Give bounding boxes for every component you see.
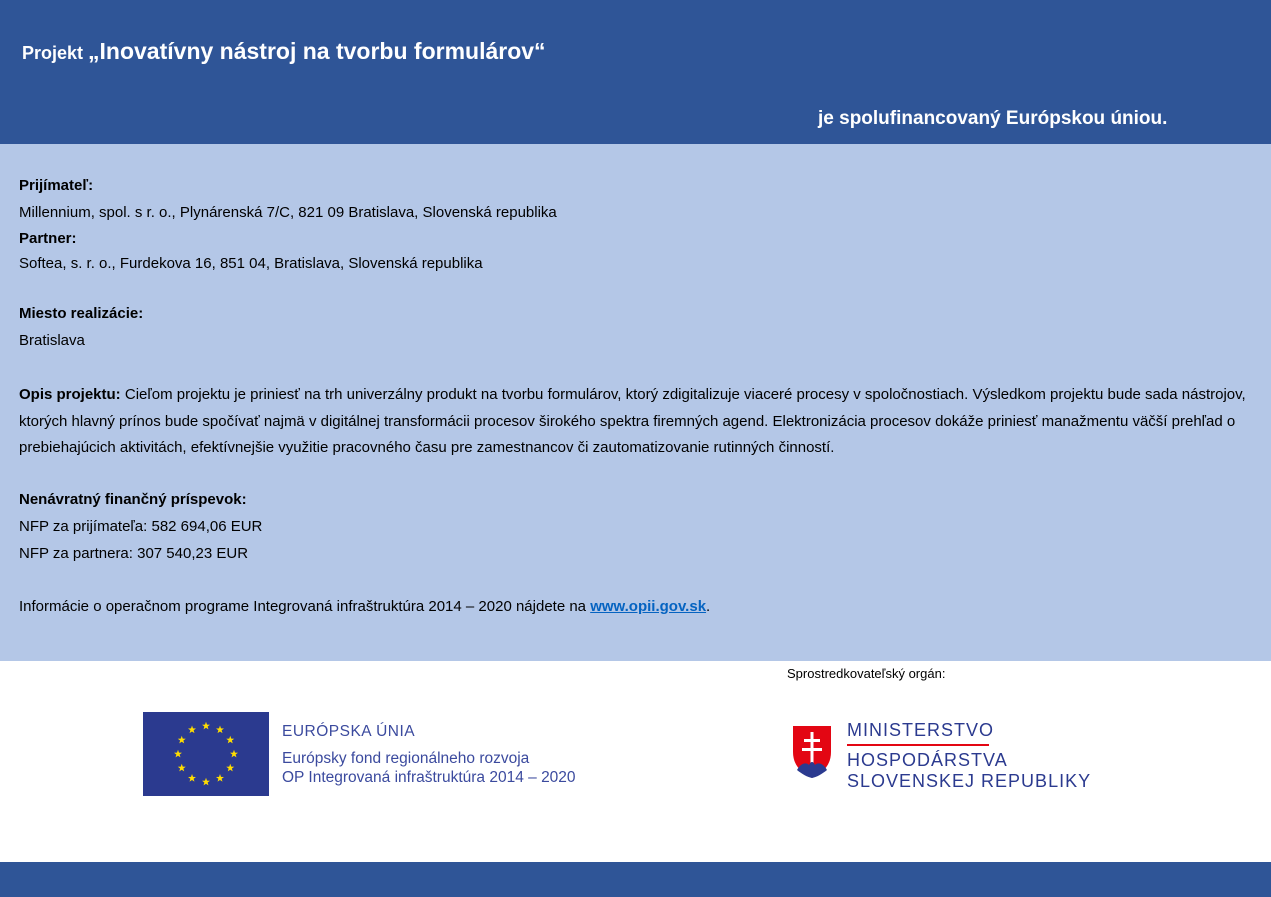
header-banner [0,0,1271,144]
opis-label: Opis projektu: [19,386,121,403]
eu-star-icon [174,750,182,758]
eu-star-icon [188,774,196,782]
eu-star-icon [202,778,210,786]
eu-star-icon [230,750,238,758]
ministry-line-3: SLOVENSKEJ REPUBLIKY [847,771,1092,791]
program-info [19,598,710,615]
nfp-prijimatel: NFP za prijímateľa: 582 694,06 EUR [19,518,263,535]
prijimatel-value: Millennium, spol. s r. o., Plynárenská 7/C, 821 09 Bratislava, Slovenská republika [19,204,557,221]
opii-link[interactable]: www.opii.gov.sk [590,598,707,615]
project-title-prefix: Projekt [22,43,89,63]
miesto-label: Miesto realizácie: [19,305,144,322]
partner-label: Partner: [19,230,77,247]
eu-logo-text [282,722,576,787]
project-title-main: „Inovatívny nástroj na tvorbu formulárov“ [88,38,546,64]
miesto-value: Bratislava [19,332,85,349]
project-title [22,38,546,65]
opis-text: Cieľom projektu je priniesť na trh univerzálny produkt na tvorbu formulárov, ktorý zdigitalizuje viaceré procesy v spoločnostiach. Výsledkom projektu bude sada nástrojov, ktorých hlavný prínos bude spočívať najmä v digitálnej transformácii procesov širokého spektra firemných agend. Elektronizácia procesov dokáže priniesť manažmentu väčší prehľad o prebiehajúcich aktivitách, efektívnejšie využitie pracovného času pre zamestnancov či zautomatizovanie rutinných činností. [19,386,1246,456]
prijimatel-label: Prijímateľ: [19,177,94,194]
program-info-end: . [706,598,711,615]
eu-star-icon [178,764,186,772]
eu-logo-fund: Európsky fond regionálneho rozvoja [282,750,530,767]
project-description [19,382,1251,462]
eu-star-icon [226,764,234,772]
eu-logo-title: EURÓPSKA ÚNIA [282,723,416,740]
eu-star-icon [188,726,196,734]
eu-star-icon [226,736,234,744]
eu-logo-program: OP Integrovaná infraštruktúra 2014 – 2020 [282,769,576,786]
ministry-line-1: MINISTERSTVO [847,720,995,740]
ministry-logo-text [847,720,1091,793]
footer-bar [0,862,1271,897]
eu-star-icon [178,736,186,744]
cofinanced-note: je spolufinancovaný Európskou úniou. [818,108,1168,129]
ministry-line-2: HOSPODÁRSTVA [847,749,1008,770]
eu-star-icon [216,726,224,734]
eu-flag-icon [143,712,269,796]
eu-flag-svg [143,712,269,796]
nfp-partner: NFP za partnera: 307 540,23 EUR [19,545,249,562]
eu-star-icon [202,722,210,730]
partner-value: Softea, s. r. o., Furdekova 16, 851 04, Bratislava, Slovenská republika [19,255,483,272]
slovak-coat-of-arms-icon [789,722,835,782]
program-info-text: Informácie o operačnom programe Integrovaná infraštruktúra 2014 – 2020 nájdete na [19,598,591,615]
sprostredkovatel-label: Sprostredkovateľský orgán: [787,666,946,681]
nfp-label: Nenávratný finančný príspevok: [19,491,247,508]
eu-star-icon [216,774,224,782]
project-info-panel [0,144,1271,661]
